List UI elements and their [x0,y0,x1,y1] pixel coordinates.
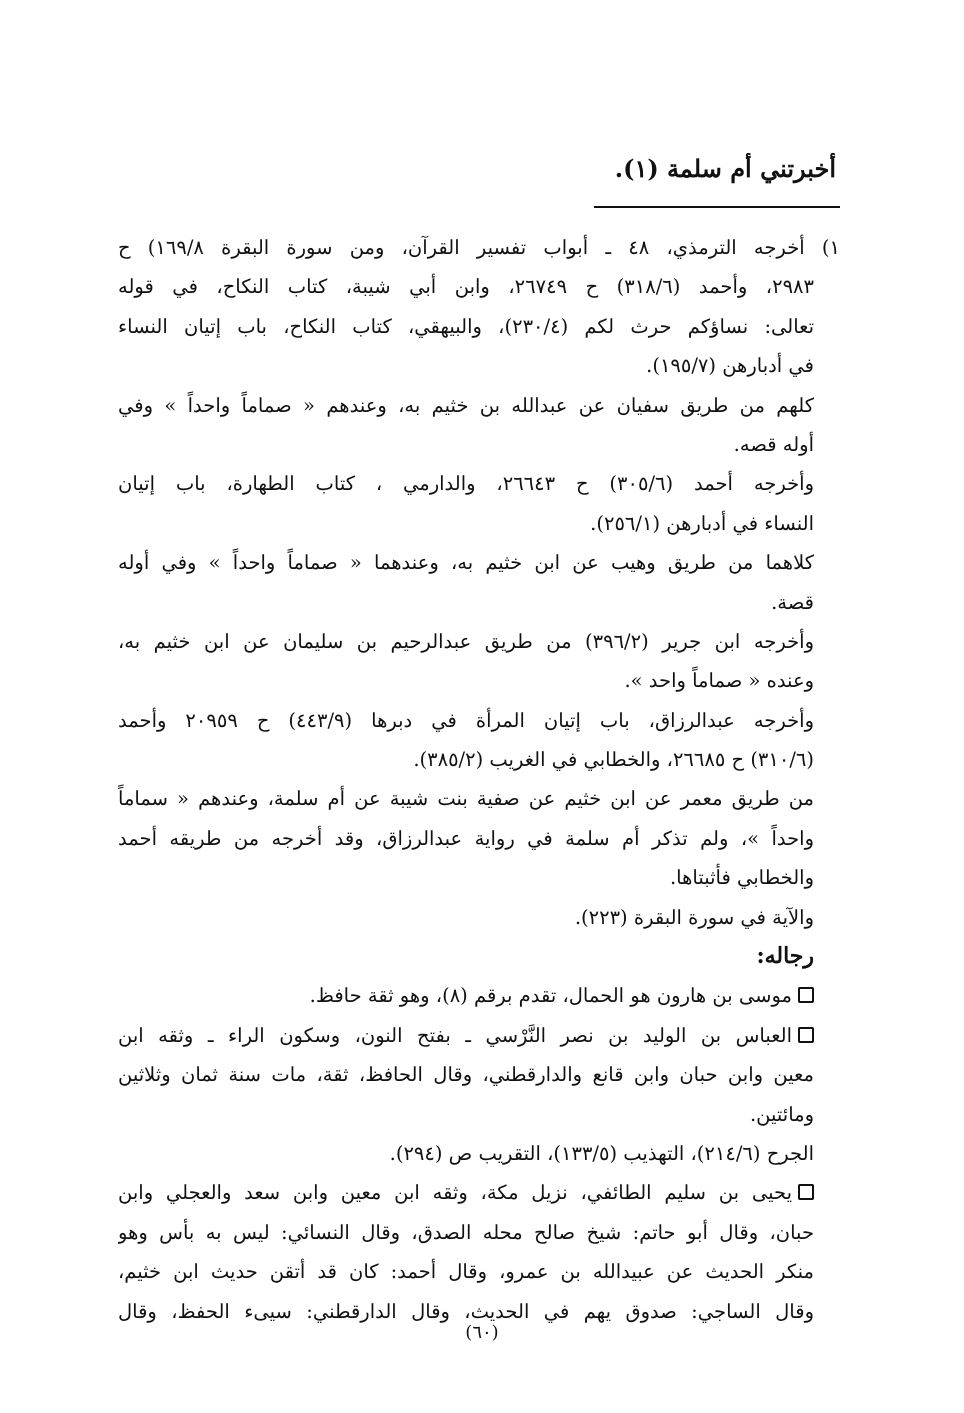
footnote-line-text: تعالى: نساؤكم حرث لكم (٢٣٠/٤)، والبيهقي، كتاب النكاح، باب إتيان النساء [118,314,814,338]
footnote-line-text: ١) أخرجه الترمذي، ٤٨ ـ أبواب تفسير القرآن، ومن سورة البقرة ١٦٩/٨) ح [118,236,840,259]
footnote-line [118,1213,840,1252]
footnote-line-text: أوله قصه. [733,432,814,456]
checkbox-bullet-icon [798,1027,814,1043]
footnote-line-text: والخطابي فأثبتاها. [669,866,814,890]
footnote-line-text: النساء في أدبارهن (٢٥٦/١). [590,511,814,535]
footnote-line [118,976,840,1015]
checkbox-bullet-icon [798,987,814,1003]
footnote-line-text: العباس بن الوليد بن نصر النَّرْسي ـ بفتح النون، وسكون الراء ـ وثقه ابن [118,1023,792,1047]
footnote-line-text: ٢٩٨٣، وأحمد (٣١٨/٦) ح ٢٦٧٤٩، وابن أبي شيبة، كتاب النكاح، في قوله [118,275,814,299]
footnote-line-text: كلهم من طريق سفيان عن عبدالله بن خثيم به، وعندهم « صماماً واحداً » وفي [118,393,814,417]
main-text-line: أخبرتني أم سلمة (١). [614,154,836,183]
footnote-line [118,622,840,661]
footnote-line [118,583,840,622]
footnote-line-text: والآية في سورة البقرة (٢٢٣). [574,905,814,929]
checkbox-bullet-icon [798,1184,814,1200]
footnote-line-text: كلاهما من طريق وهيب عن ابن خثيم به، وعندهما « صماماً واحداً » وفي أوله [118,551,814,575]
footnote-line-text: وأخرجه ابن جرير (٣٩٦/٢) من طريق عبدالرحيم بن سليمان عن ابن خثيم به، [118,629,814,653]
footnote-line [118,425,840,464]
footnote-line-text: وعنده « صماماً واحد ». [624,669,814,693]
footnote-line [118,1095,840,1134]
footnote-line [118,267,840,306]
footnote-line-text: من طريق معمر عن ابن خثيم عن صفية بنت شيبة عن أم سلمة، وعندهم « سماماً [118,787,814,811]
footnote-line [118,346,840,385]
footnote-line-text: وأخرجه أحمد (٣٠٥/٦) ح ٢٦٦٤٣، والدارمي ، كتاب الطهارة، باب إتيان [118,472,814,496]
footnote-line [118,307,840,346]
footnote-line [118,1134,840,1173]
footnote-line-text: (٣١٠/٦) ح ٢٦٦٨٥، والخطابي في الغريب (٣٨٥/٢). [413,748,814,772]
footnote-line [118,1252,840,1291]
section-heading-text: رجاله: [756,943,814,970]
page-number: (٦٠) [465,1322,499,1343]
footnote-line [118,1173,840,1212]
footnote-line [118,779,840,818]
footnote-separator [594,206,840,208]
footnote-line-text: موسى بن هارون هو الحمال، تقدم برقم (٨)، وهو ثقة حافظ. [309,984,792,1008]
footnote-line [118,228,840,267]
footnote-line [118,898,840,937]
footnote-line-text: وأخرجه عبدالرزاق، باب إتيان المرأة في دبرها (٤٤٣/٩) ح ٢٠٩٥٩ وأحمد [118,708,814,732]
footnote-line [118,701,840,740]
footnotes-block [118,228,840,1331]
footnote-line [118,386,840,425]
footnote-line-text: وقال الساجي: صدوق يهم في الحديث، وقال الدارقطني: سيىء الحفظ، وقال [118,1299,814,1323]
footnote-line [118,543,840,582]
footnote-line [118,1016,840,1055]
footnote-line-text: قصة. [771,590,814,614]
footnote-line-text: حبان، وقال أبو حاتم: شيخ صالح محله الصدق، وقال النسائي: ليس به بأس وهو [118,1220,814,1244]
footnote-line-text: يحيى بن سليم الطائفي، نزيل مكة، وثقه ابن معين وابن سعد والعجلي وابن [118,1181,792,1205]
section-heading [118,937,840,976]
footnote-line-text: منكر الحديث عن عبيدالله بن عمرو، وقال أحمد: كان قد أتقن حديث ابن خثيم، [118,1260,814,1284]
footnote-line-text: ومائتين. [749,1102,814,1126]
footnote-line-text: الجرح (٢١٤/٦)، التهذيب (١٣٣/٥)، التقريب ص (٢٩٤). [389,1141,814,1165]
footnote-line-text: واحداً »، ولم تذكر أم سلمة في رواية عبدالرزاق، وقد أخرجه من طريقه أحمد [118,826,814,850]
footnote-line [118,819,840,858]
footnote-line [118,740,840,779]
footnote-line-text: معين وابن حبان وابن قانع والدارقطني، وقال الحافظ، ثقة، مات سنة ثمان وثلاثين [118,1063,814,1087]
footnote-line [118,661,840,700]
footnote-line [118,1055,840,1094]
footnote-line [118,464,840,503]
footnote-line-text: في أدبارهن (١٩٥/٧). [646,354,814,378]
footnote-line [118,504,840,543]
footnote-line [118,858,840,897]
